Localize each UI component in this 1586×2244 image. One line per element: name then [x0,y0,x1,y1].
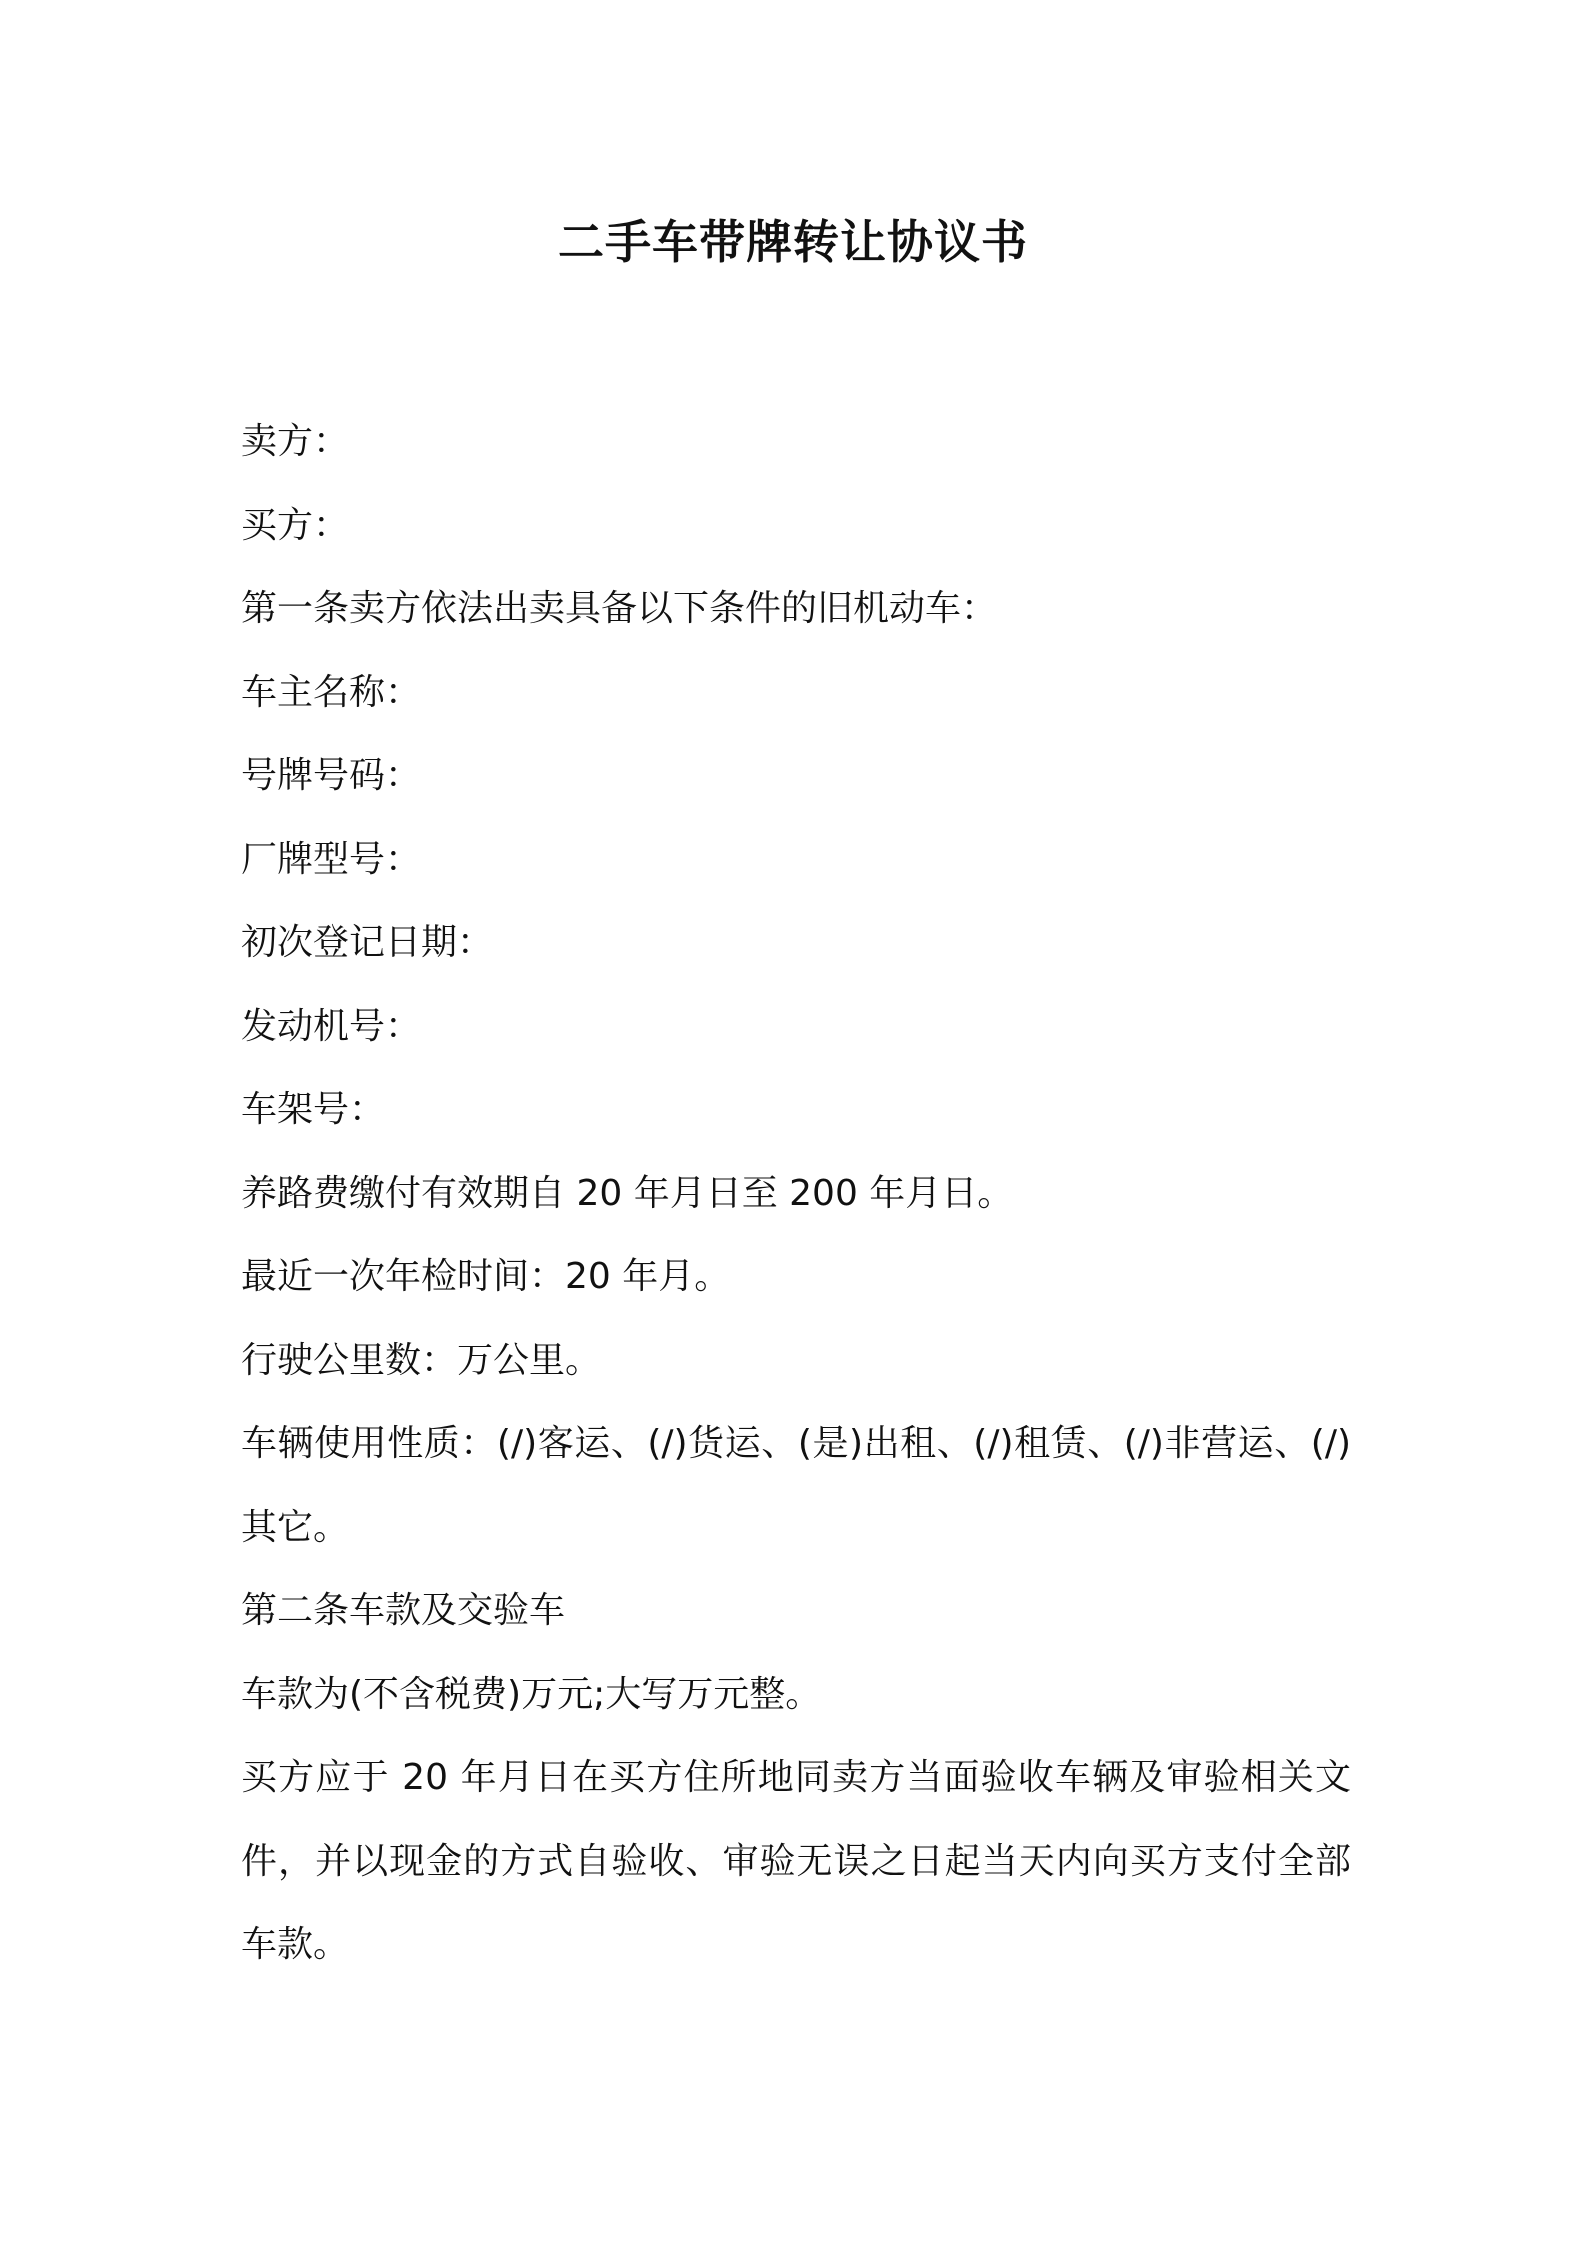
road-fee-line: 养路费缴付有效期自 20 年月日至 200 年月日。 [241,1172,1014,1214]
buyer-line: 买方： [241,504,350,546]
mileage-line: 行驶公里数：万公里。 [241,1339,602,1381]
vin-line: 车架号： [241,1089,386,1130]
plate-number-line: 号牌号码： [241,755,422,796]
usage-nature-paragraph: 车辆使用性质：(/)客运、(/)货运、(是)出租、(/)租赁、(/)非营运、(/)其它。 [241,1423,1351,1548]
first-registration-line: 初次登记日期： [241,922,494,963]
price-line: 车款为(不含税费)万元;大写万元整。 [241,1673,822,1715]
annual-inspection-line: 最近一次年检时间：20 年月。 [241,1256,731,1297]
article-one-heading: 第一条卖方依法出卖具备以下条件的旧机动车： [241,588,998,629]
document-body [241,400,1351,1987]
engine-number-line: 发动机号： [241,1005,422,1047]
brand-model-line: 厂牌型号： [241,838,422,880]
document-title: 二手车带牌转让协议书 [558,215,1028,269]
inspection-payment-paragraph: 买方应于 20 年月日在买方住所地同卖方当面验收车辆及审验相关文件，并以现金的方式自验收、审验无误之日起当天内向买方支付全部车款。 [241,1757,1351,1965]
seller-line: 卖方： [241,421,350,462]
owner-name-line: 车主名称： [241,671,422,713]
article-two-heading: 第二条车款及交验车 [241,1590,566,1631]
